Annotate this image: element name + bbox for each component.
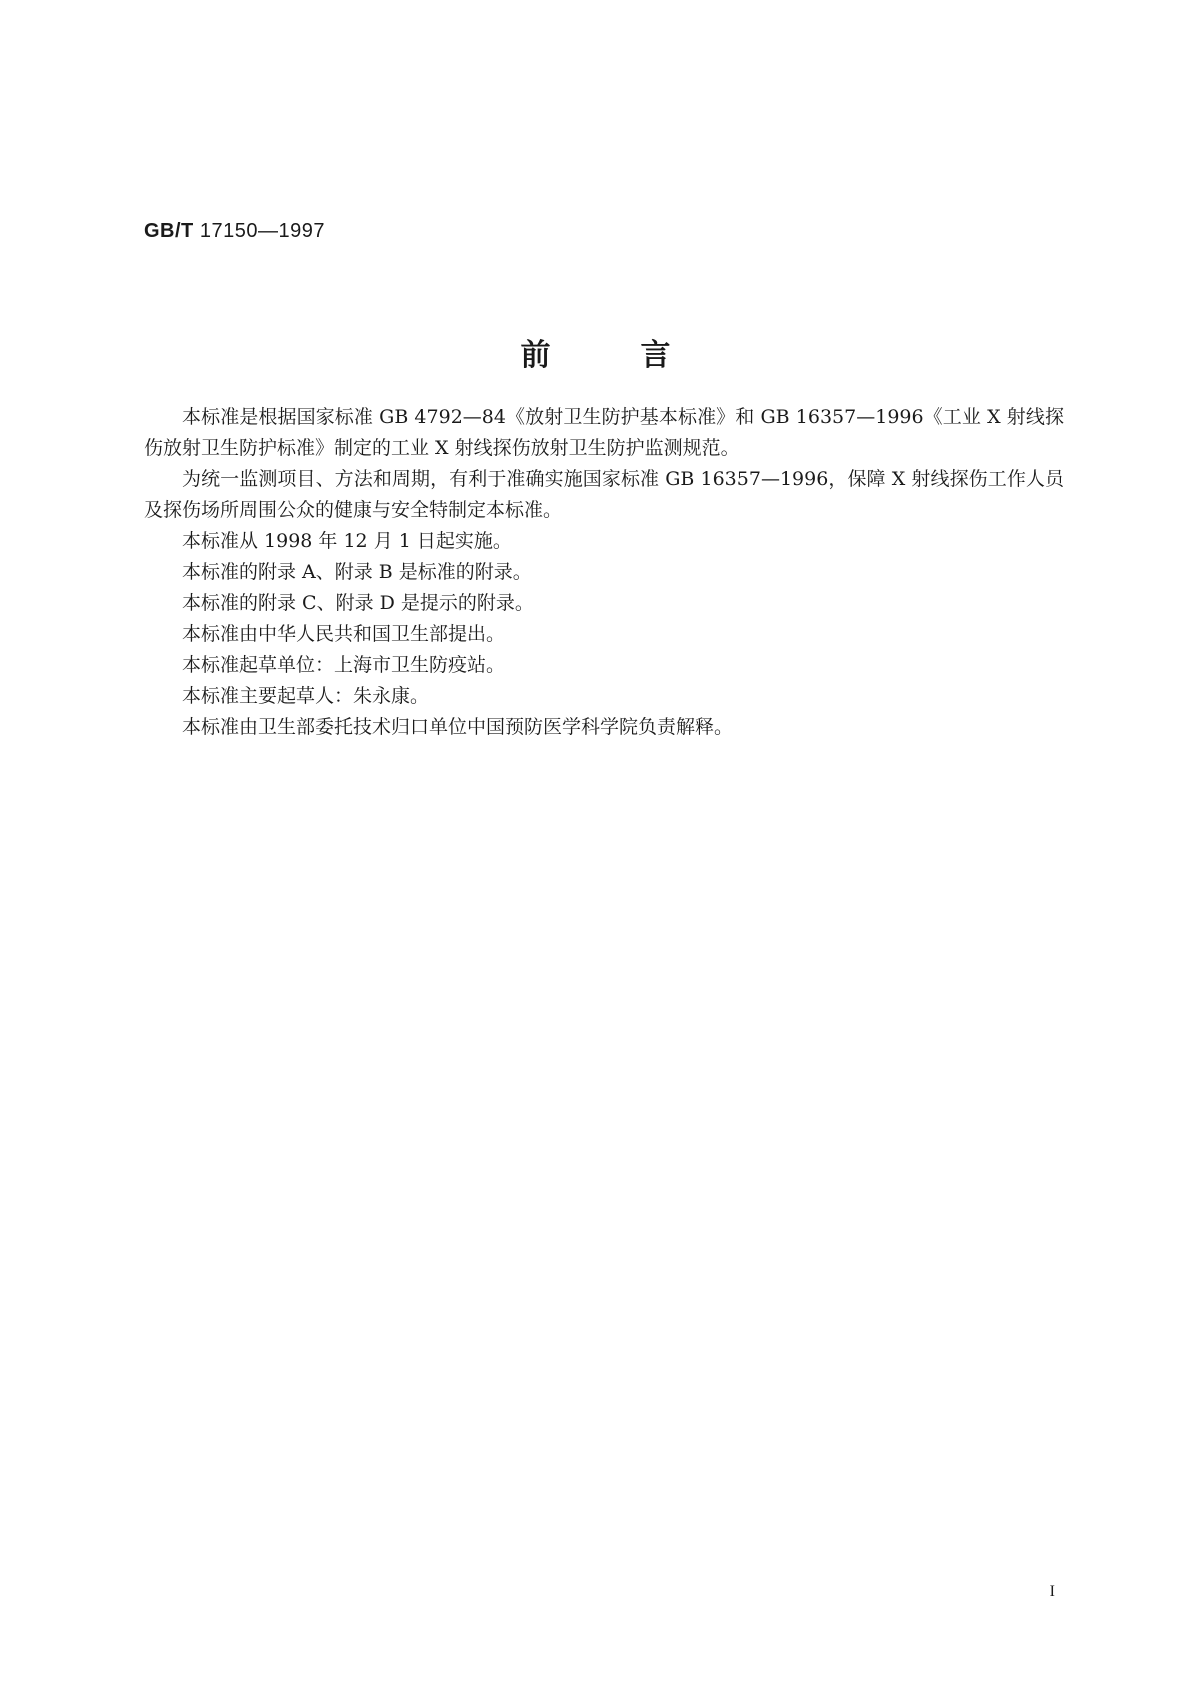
paragraph: 本标准是根据国家标准 GB 4792—84《放射卫生防护基本标准》和 GB 16357—1996《工业 X 射线探伤放射卫生防护标准》制定的工业 X 射线探伤放射卫生防护监测规范。	[144, 406, 1064, 459]
paragraph: 本标准起草单位：上海市卫生防疫站。	[182, 654, 506, 676]
paragraph: 本标准由中华人民共和国卫生部提出。	[182, 623, 506, 645]
standard-code	[144, 220, 325, 243]
standard-code-number: 17150—1997	[199, 220, 325, 242]
foreword-body	[144, 402, 1064, 743]
page-number: I	[1049, 1583, 1055, 1600]
page-title: 前言	[520, 338, 761, 373]
paragraph: 本标准主要起草人：朱永康。	[182, 685, 430, 707]
paragraph: 为统一监测项目、方法和周期，有利于准确实施国家标准 GB 16357—1996，保障 X 射线探伤工作人员及探伤场所周围公众的健康与安全特制定本标准。	[144, 468, 1064, 521]
paragraph: 本标准的附录 C、附录 D 是提示的附录。	[182, 592, 534, 614]
paragraph: 本标准从 1998 年 12 月 1 日起实施。	[182, 530, 512, 552]
standard-code-prefix: GB/T	[144, 220, 194, 242]
paragraph: 本标准的附录 A、附录 B 是标准的附录。	[182, 561, 532, 583]
paragraph: 本标准由卫生部委托技术归口单位中国预防医学科学院负责解释。	[182, 716, 734, 738]
